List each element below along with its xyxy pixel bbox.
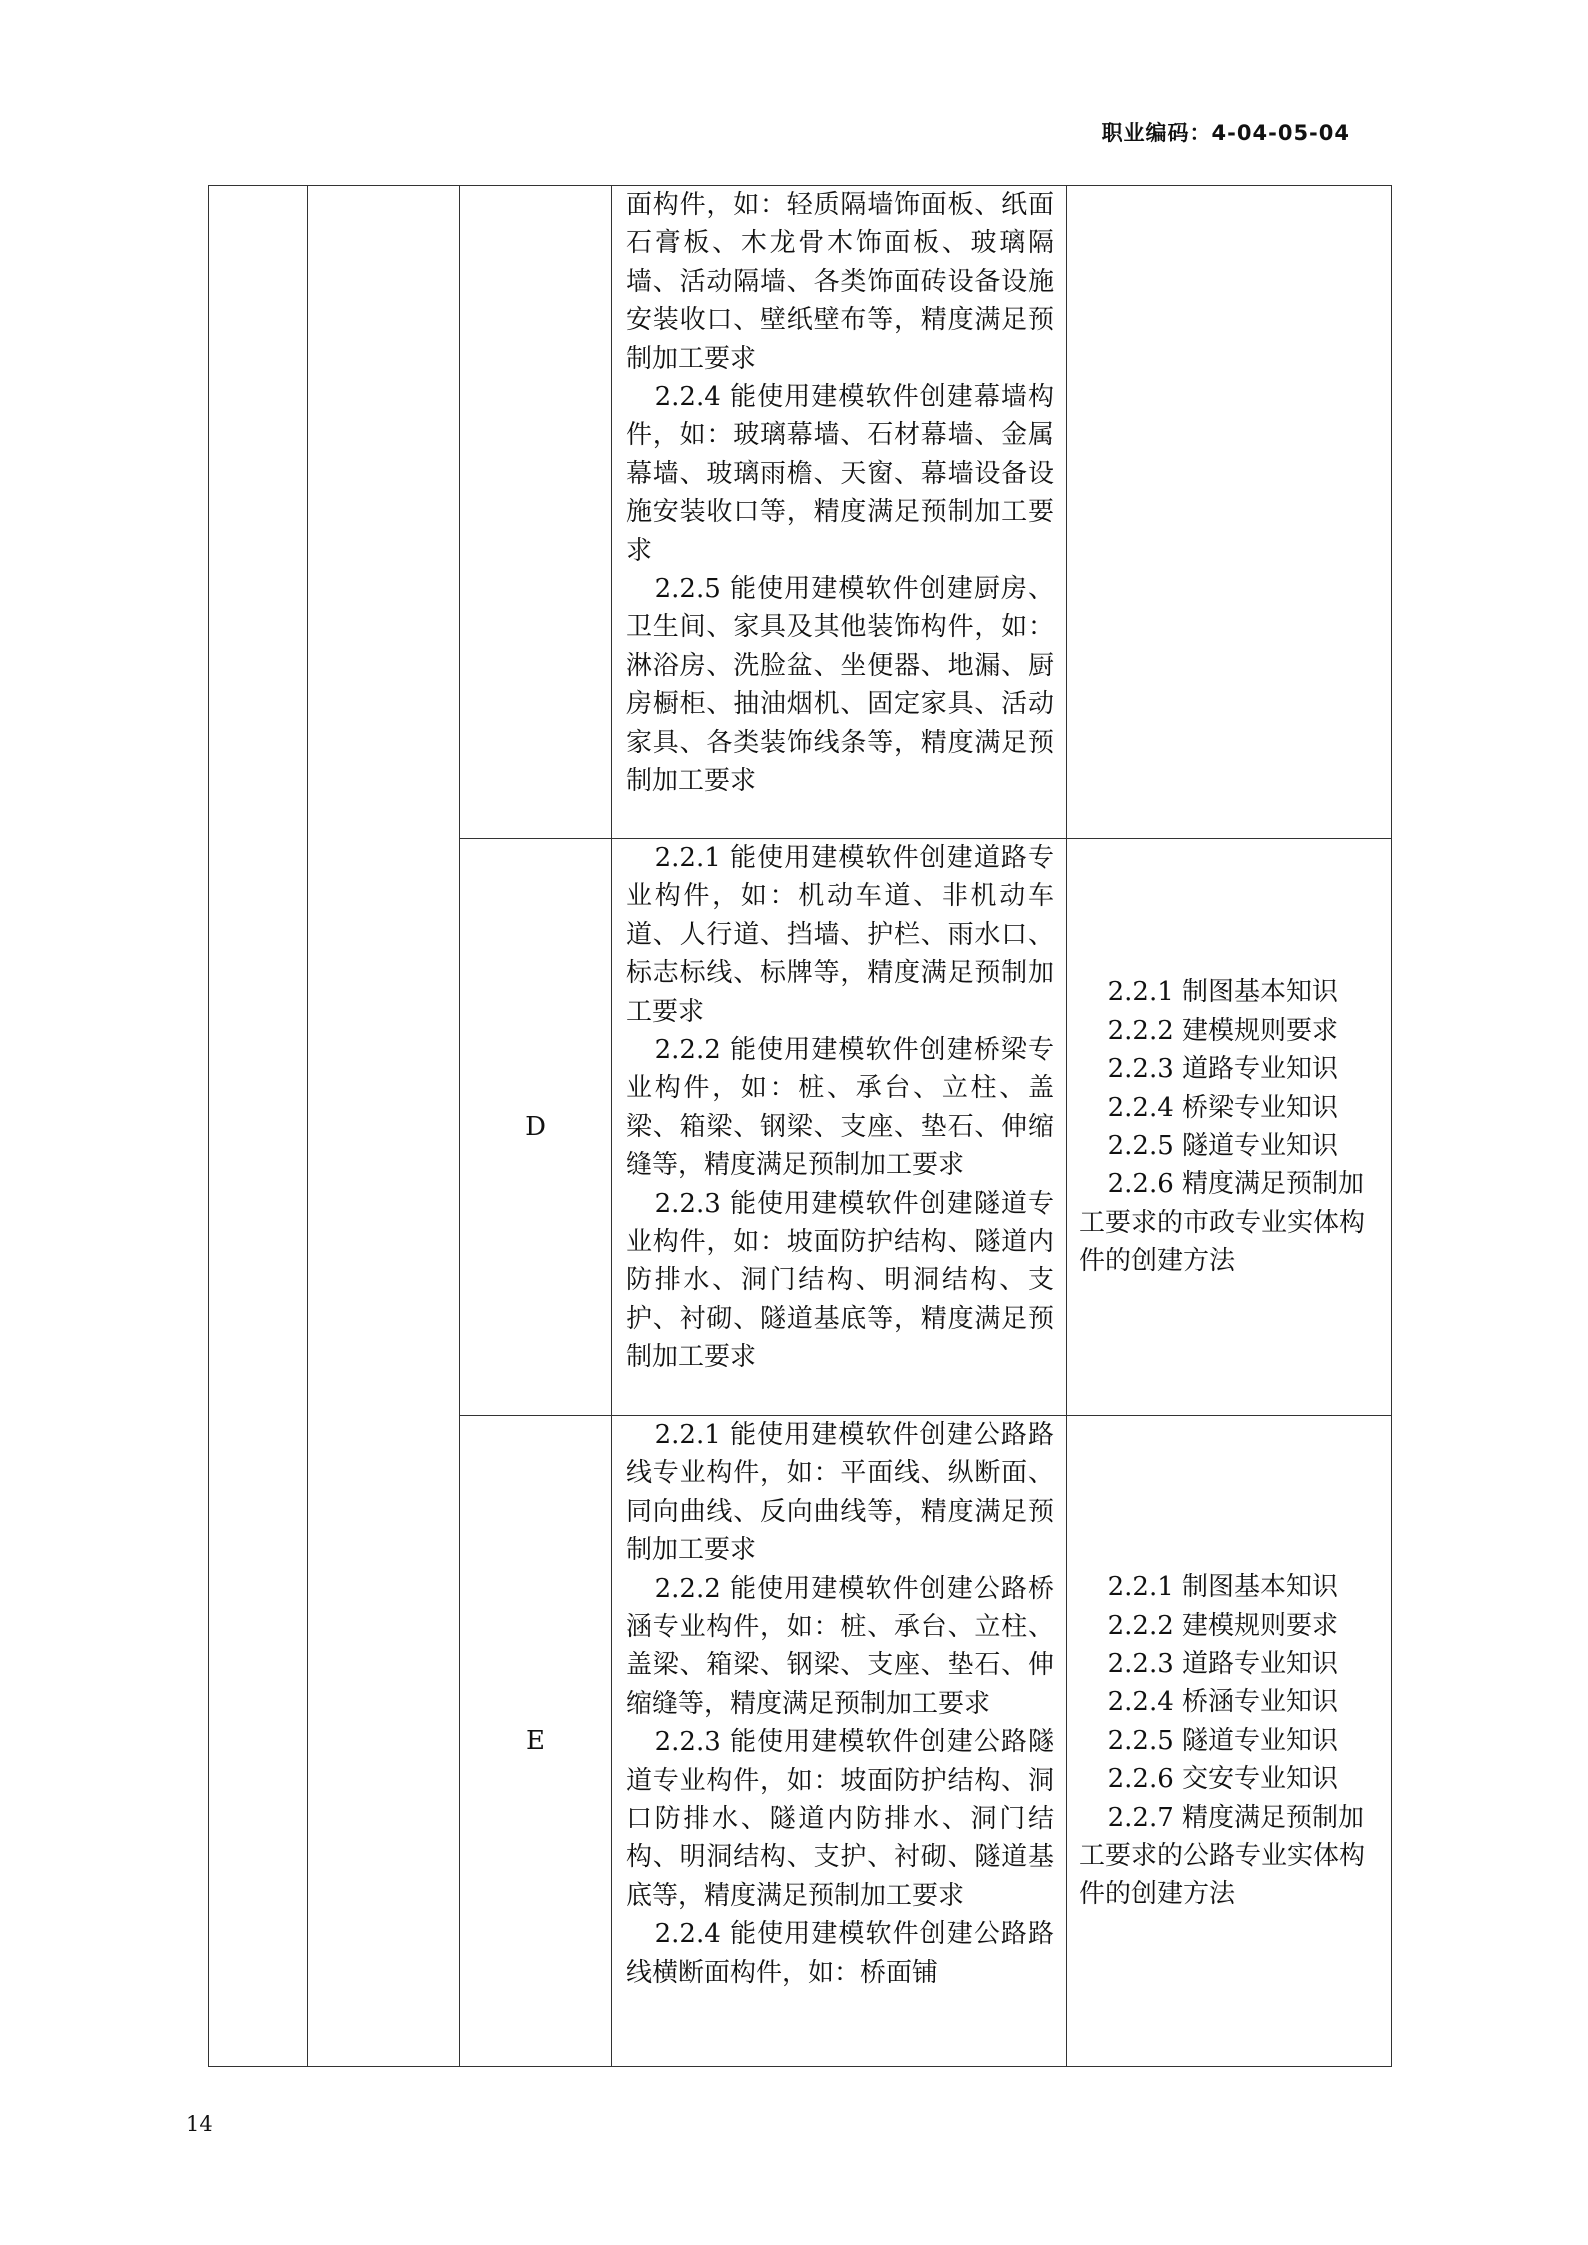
- skill-requirements-table: [208, 185, 1392, 2067]
- level-cell: D: [460, 839, 612, 1416]
- occupation-function-cell: [209, 186, 308, 2067]
- knowledge-item: 2.2.5 隧道专业知识: [1107, 1131, 1339, 1161]
- related-knowledge-cell: [1067, 186, 1392, 839]
- knowledge-item: 2.2.2 建模规则要求: [1107, 1610, 1339, 1641]
- skill-item: 2.2.5 能使用建模软件创建厨房、卫生间、家具及其他装饰构件，如：淋浴房、洗脸盆、坐便器、地漏、厨房橱柜、抽油烟机、固定家具、活动家具、各类装饰线条等，精度满足预制加工要求: [626, 574, 1054, 797]
- related-knowledge-cell: [1067, 839, 1392, 1416]
- knowledge-item: 2.2.6 交安专业知识: [1107, 1764, 1339, 1795]
- knowledge-item: 2.2.1 制图基本知识: [1107, 977, 1339, 1008]
- work-content-cell: [308, 186, 460, 2067]
- skill-item: 2.2.4 能使用建模软件创建公路路线横断面构件，如：桥面铺: [626, 1919, 1054, 1988]
- knowledge-item: 2.2.4 桥梁专业知识: [1107, 1092, 1339, 1123]
- skill-item: 2.2.1 能使用建模软件创建道路专业构件，如：机动车道、非机动车道、人行道、挡墙、护栏、雨水口、标志标线、标牌等，精度满足预制加工要求: [626, 843, 1054, 1027]
- related-knowledge-cell: [1067, 1416, 1392, 2067]
- table-row: [209, 186, 1392, 839]
- knowledge-item: 2.2.3 道路专业知识: [1107, 1648, 1339, 1679]
- level-cell: E: [460, 1416, 612, 2067]
- occupation-code: 职业编码：4-04-05-04: [1101, 121, 1350, 145]
- skill-item: 2.2.3 能使用建模软件创建隧道专业构件，如：坡面防护结构、隧道内防排水、洞门结构、明洞结构、支护、衬砌、隧道基底等，精度满足预制加工要求: [626, 1188, 1054, 1373]
- skill-item: 面构件，如：轻质隔墙饰面板、纸面石膏板、木龙骨木饰面板、玻璃隔墙、活动隔墙、各类饰面砖设备设施安装收口、壁纸壁布等，精度满足预制加工要求: [626, 190, 1054, 374]
- skill-requirements-cell: [612, 186, 1067, 839]
- knowledge-item: 2.2.1 制图基本知识: [1107, 1572, 1339, 1603]
- page-number: 14: [186, 2112, 213, 2136]
- knowledge-item: 2.2.6 精度满足预制加工要求的市政专业实体构件的创建方法: [1079, 1169, 1366, 1277]
- skill-item: 2.2.1 能使用建模软件创建公路路线专业构件，如：平面线、纵断面、同向曲线、反向曲线等，精度满足预制加工要求: [626, 1420, 1054, 1566]
- skill-requirements-cell: [612, 839, 1067, 1416]
- knowledge-item: 2.2.2 建模规则要求: [1107, 1015, 1339, 1046]
- skill-item: 2.2.2 能使用建模软件创建桥梁专业构件，如：桩、承台、立柱、盖梁、箱梁、钢梁、支座、垫石、伸缩缝等，精度满足预制加工要求: [626, 1035, 1054, 1181]
- skill-item: 2.2.2 能使用建模软件创建公路桥涵专业构件，如：桩、承台、立柱、盖梁、箱梁、钢梁、支座、垫石、伸缩缝等，精度满足预制加工要求: [626, 1573, 1054, 1719]
- level-cell: [460, 186, 612, 839]
- knowledge-item: 2.2.7 精度满足预制加工要求的公路专业实体构件的创建方法: [1079, 1802, 1366, 1910]
- skill-requirements-cell: [612, 1416, 1067, 2067]
- skill-item: 2.2.4 能使用建模软件创建幕墙构件，如：玻璃幕墙、石材幕墙、金属幕墙、玻璃雨檐、天窗、幕墙设备设施安装收口等，精度满足预制加工要求: [626, 382, 1054, 566]
- skill-item: 2.2.3 能使用建模软件创建公路隧道专业构件，如：坡面防护结构、洞口防排水、隧道内防排水、洞门结构、明洞结构、支护、衬砌、隧道基底等，精度满足预制加工要求: [626, 1727, 1054, 1911]
- knowledge-item: 2.2.5 隧道专业知识: [1107, 1725, 1339, 1756]
- knowledge-item: 2.2.4 桥涵专业知识: [1107, 1687, 1339, 1718]
- knowledge-item: 2.2.3 道路专业知识: [1107, 1054, 1339, 1085]
